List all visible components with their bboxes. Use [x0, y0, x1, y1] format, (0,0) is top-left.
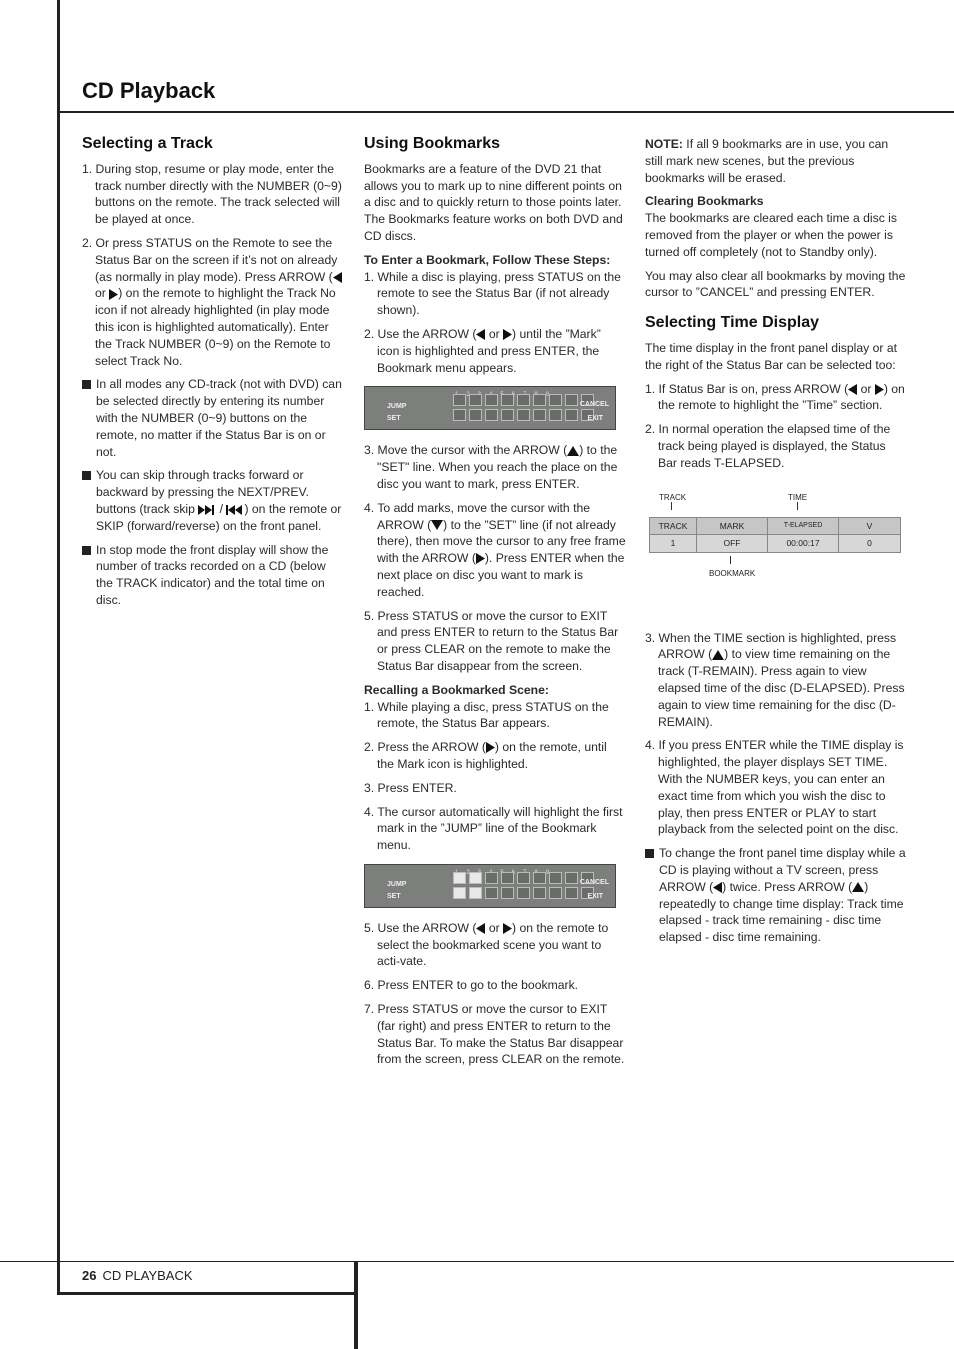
status-cell: T-ELAPSED: [768, 517, 839, 535]
column-selecting-track: [82, 136, 344, 616]
paragraph: Bookmarks are a feature of the DVD 21 that allows you to mark up to nine different points on a disc and to quickly return to those points later. The Bookmarks feature works on both DVD and CD discs.: [364, 161, 623, 243]
page-title: CD Playback: [82, 78, 216, 103]
subheading: Clearing Bookmarks: [645, 194, 764, 209]
tick: [671, 502, 672, 510]
arrow-up-icon: [567, 446, 579, 456]
footer-rule: [0, 1261, 954, 1262]
arrow-right-icon: [109, 289, 118, 300]
list-item: 5. Press STATUS or move the cursor to EXIT and press ENTER to return to the Status Bar or press CLEAR on the remote to make the Status Bar disappear from the screen.: [364, 608, 619, 673]
jump-label: JUMP: [387, 880, 407, 888]
footer-label: CD PLAYBACK: [102, 1268, 193, 1283]
list-item: 1. While playing a disc, press STATUS on the remote, the Status Bar appears.: [364, 699, 609, 731]
arrow-up-icon: [852, 882, 864, 892]
cancel-label: CANCEL: [579, 878, 609, 886]
list-item: 1. If Status Bar is on, press ARROW ( or ) on the remote to highlight the ”Time” section.: [645, 381, 905, 413]
arrow-left-icon: [333, 272, 342, 283]
arrow-up-icon: [712, 650, 724, 660]
bullet-item: You can skip through tracks forward or backward by pressing the NEXT/PREV. buttons (track skip / ) on the remote or SKIP (forward/reverse) on the front panel.: [82, 467, 344, 534]
status-cell: 1: [650, 535, 697, 553]
list-item: 3. Move the cursor with the ARROW ( ) to the "SET" line. When you reach the place on the disc you want to mark, press ENTER.: [364, 443, 618, 491]
list-item: 5. Use the ARROW ( or ) on the remote to select the bookmarked scene you want to acti-vate.: [364, 920, 609, 969]
time-label: TIME: [788, 492, 808, 502]
list-item: 3. When the TIME section is highlighted, press ARROW ( ) to view time remaining on the track (T-REMAIN). Press again to view elapsed time of the disc (D-ELAPSED). Press again to view time remaining for the disc (D-REMAIN).: [645, 630, 905, 729]
exit-label: EXIT: [587, 892, 603, 900]
paragraph: You may also clear all bookmarks by moving the cursor to ”CANCEL” and pressing ENTER.: [645, 268, 906, 300]
bullet-item: In all modes any CD-track (not with DVD) can be selected directly by entering its number with the NUMBER (0~9) buttons on the remote, no matter if the Status Bar is on or not.: [82, 376, 344, 460]
paragraph: The bookmarks are cleared each time a disc is removed from the player or when the power is turned off completely (not to Standby only).: [645, 211, 897, 259]
bullet-item: In stop mode the front display will show the number of tracks recorded on a CD (below the TRACK indicator) and the total time on disc.: [82, 542, 344, 609]
list-item: 7. Press STATUS or move the cursor to EXIT (far right) and press ENTER to return to the Status Bar. To make the Status Bar disappear from the screen, press CLEAR on the remote.: [364, 1002, 625, 1067]
jump-label: JUMP: [387, 403, 407, 411]
arrow-right-icon: [503, 329, 512, 340]
arrow-right-icon: [486, 742, 495, 753]
arrow-left-icon: [713, 882, 722, 893]
tick: [730, 556, 731, 564]
bookmark-menu-image-marked: [364, 864, 616, 908]
status-cell: 00:00:17: [768, 535, 839, 553]
footer-divider: [354, 1262, 358, 1349]
bookmark-cells: [453, 872, 594, 902]
cancel-label: CANCEL: [579, 401, 609, 409]
list-item: 2. Press the ARROW ( ) on the remote, until the Mark icon is highlighted.: [364, 740, 607, 771]
bookmark-menu-image: [364, 386, 616, 430]
arrow-down-icon: [431, 520, 443, 530]
footer-rule-thick: [57, 1292, 357, 1295]
page-number: 26: [82, 1268, 97, 1283]
section-heading: Using Bookmarks: [364, 135, 501, 152]
status-cell: TRACK: [650, 517, 697, 535]
note: NOTE: If all 9 bookmarks are in use, you can still mark new scenes, but the previous bookmarks will be erased.: [645, 137, 889, 185]
column-bookmarks: [364, 136, 626, 1075]
list-item: 1. During stop, resume or play mode, enter the track number directly with the NUMBER (0~9) buttons on the remote. The track selected will be played at once.: [82, 161, 342, 227]
list-item: 3. Press ENTER.: [364, 780, 457, 795]
section-heading: Selecting Time Display: [645, 314, 819, 332]
set-label: SET: [387, 892, 401, 900]
bookmark-label: BOOKMARK: [709, 568, 756, 578]
arrow-right-icon: [875, 384, 884, 395]
list-item: 6. Press ENTER to go to the bookmark.: [364, 978, 579, 993]
status-cell: V: [839, 517, 901, 535]
list-item: 4. The cursor automatically will highlight the first mark in the ”JUMP” line of the Bookmark menu.: [364, 804, 623, 853]
status-bar-diagram: [645, 490, 907, 600]
track-label: TRACK: [659, 492, 687, 502]
skip-next-icon: [198, 505, 216, 515]
list-item: 4. To add marks, move the cursor with the ARROW ( ) to the ”SET” line (if not already there), then move the cursor to any free frame with the ARROW ( ). Press ENTER when the next place on disc you want to mark is reached.: [364, 500, 626, 599]
status-bar-table: [649, 517, 901, 554]
exit-label: EXIT: [587, 415, 603, 423]
page-footer: [82, 1268, 193, 1283]
list-item: 2. In normal operation the elapsed time of the track being played is displayed, the Status Bar reads T-ELAPSED.: [645, 422, 891, 470]
paragraph: The time display in the front panel display or at the right of the Status Bar can be selected too:: [645, 340, 898, 372]
list-item: 1. While a disc is playing, press STATUS on the remote to see the Status Bar (if not already shown).: [364, 269, 621, 318]
subheading: Recalling a Bookmarked Scene:: [364, 682, 549, 697]
list-item: 4. If you press ENTER while the TIME display is highlighted, the player displays SET TIME. With the NUMBER keys, you can enter an exact time from which you wish the disc to play, then press ENTER or PLAY to start playback from the selected point on the disc.: [645, 738, 904, 837]
status-cell: 0: [839, 535, 901, 553]
status-cell: MARK: [697, 517, 768, 535]
arrow-right-icon: [476, 553, 485, 564]
status-cell: OFF: [697, 535, 768, 553]
set-label: SET: [387, 415, 401, 423]
header-rule: [57, 111, 954, 113]
bookmark-cells: [453, 394, 594, 424]
skip-prev-icon: [226, 505, 244, 515]
tick: [797, 502, 798, 510]
arrow-left-icon: [848, 384, 857, 395]
section-heading: Selecting a Track: [82, 135, 213, 152]
column-time-display: [645, 136, 907, 953]
list-item: 2. Or press STATUS on the Remote to see the Status Bar on the screen if it’s not on already (as normally in play mode). Press ARROW ( or ) on the remote to highlight the Track No icon if not already highlighted (in play mode this icon is highlighted automatically). Enter the Track NUMBER (0~9) on the Remote to select Track No.: [82, 235, 344, 369]
bullet-item: To change the front panel time display while a CD is playing without a TV screen, press ARROW ( ) twice. Press ARROW ( ) repeatedly to change time display: Track time elapsed - track time remaining - disc time elapsed - disc time remaining.: [645, 845, 907, 946]
left-rule: [57, 0, 60, 1295]
list-item: 2. Use the ARROW ( or ) until the ”Mark” icon is highlighted and press ENTER, the Bookmark menu appears.: [364, 326, 601, 375]
subheading: To Enter a Bookmark, Follow These Steps:: [364, 252, 611, 267]
arrow-right-icon: [503, 923, 512, 934]
